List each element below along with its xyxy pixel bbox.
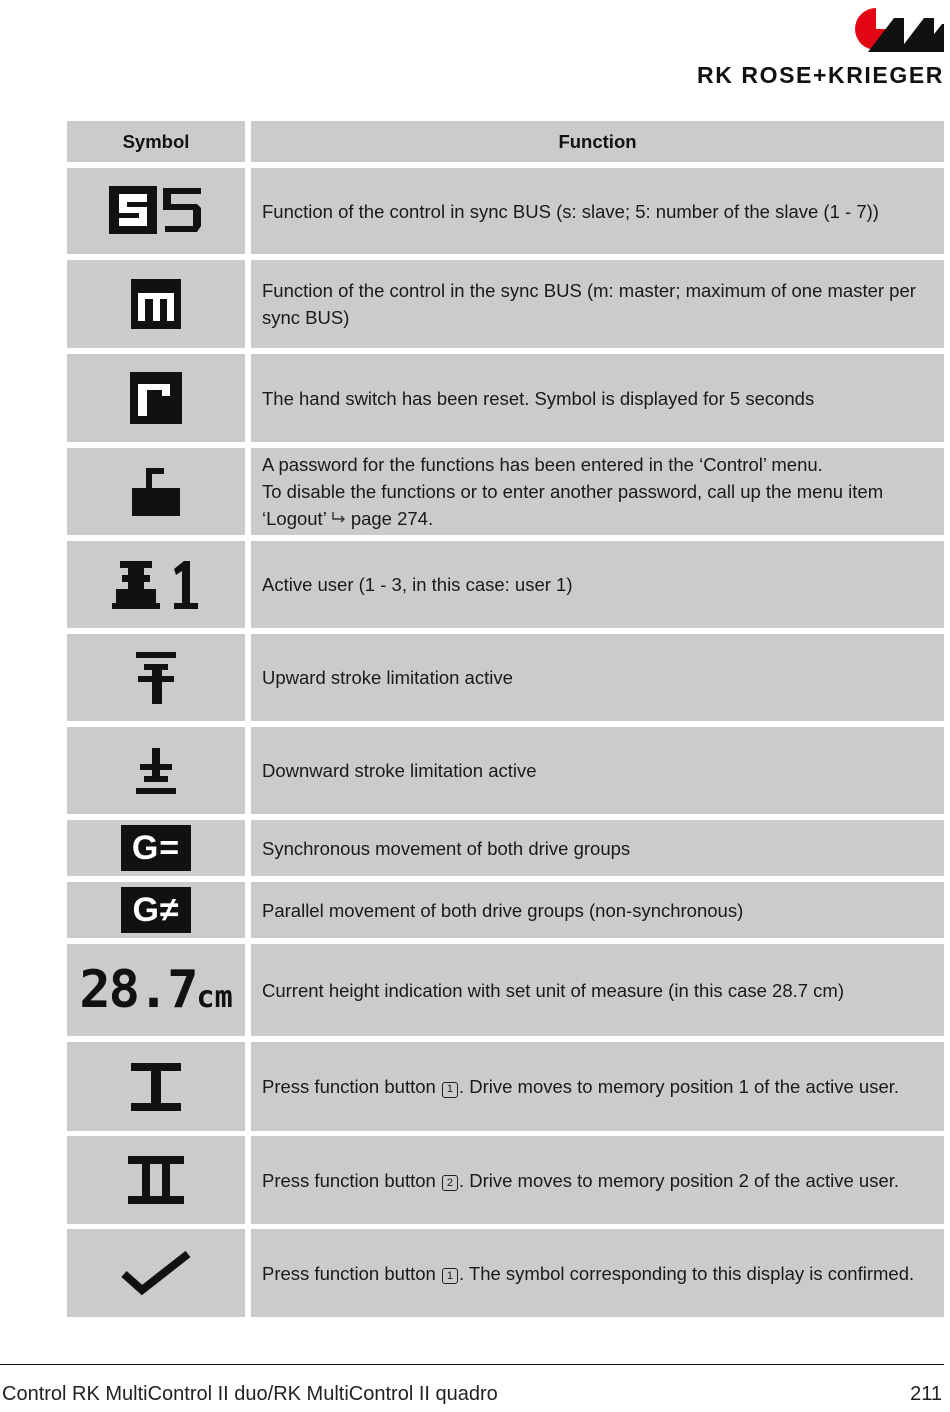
function-button-ref: 1	[442, 1082, 458, 1098]
table-row	[67, 944, 944, 1036]
s5-slave-icon	[109, 186, 203, 236]
function-text: The hand switch has been reset. Symbol is displayed for 5 seconds	[262, 387, 815, 409]
table-row	[67, 448, 944, 535]
g-not-equal-icon: G≠	[121, 887, 191, 933]
unlocked-lock-icon	[130, 466, 182, 518]
upward-limit-icon	[136, 652, 176, 704]
function-text: Synchronous movement of both drive groups	[262, 837, 631, 859]
function-text: Press function button	[262, 1076, 436, 1097]
table-row	[67, 882, 944, 938]
function-header: Function	[251, 121, 944, 162]
height-unit: cm	[196, 980, 233, 1015]
m-master-icon	[131, 279, 181, 329]
function-button-ref: 1	[442, 1268, 458, 1284]
function-text: . The symbol corresponding to this display is confirmed.	[458, 1262, 915, 1284]
page-number: 211	[910, 1383, 942, 1405]
function-text: A password for the functions has been entered in the ‘Control’ menu.	[262, 454, 823, 475]
g-equal-icon: G=	[121, 825, 191, 871]
table-row	[67, 727, 944, 814]
symbol-header: Symbol	[67, 121, 245, 162]
footer-divider	[0, 1364, 944, 1365]
table-row	[67, 820, 944, 876]
page-reference: page 274.	[350, 508, 434, 529]
function-text: . Drive moves to memory position 1 of the active user.	[458, 1076, 900, 1097]
table-row	[67, 260, 944, 348]
function-text: Downward stroke limitation active	[262, 760, 537, 781]
function-text: Parallel movement of both drive groups (non-synchronous)	[262, 899, 744, 921]
function-text: Upward stroke limitation active	[262, 667, 513, 688]
function-text: Function of the control in the sync BUS (m: master; maximum of one master per sync BUS)	[262, 280, 916, 328]
table-row	[67, 1136, 944, 1224]
function-button-ref: 2	[442, 1175, 458, 1191]
height-value: 28.7	[79, 960, 197, 1020]
memory-1-icon	[131, 1063, 181, 1111]
function-text: Function of the control in sync BUS (s: slave; 5: number of the slave (1 - 7))	[262, 200, 879, 222]
downward-limit-icon	[136, 748, 176, 794]
r-reset-icon	[130, 372, 182, 424]
rose-krieger-logo-icon	[854, 6, 944, 52]
function-text: . Drive moves to memory position 2 of the active user.	[458, 1169, 900, 1191]
table-row	[67, 354, 944, 442]
checkmark-icon	[120, 1250, 192, 1296]
table-header	[67, 121, 944, 162]
function-text: Press function button	[262, 1262, 436, 1284]
table-row	[67, 168, 944, 254]
function-text: To disable the functions or to enter another password, call up the menu item ‘Logout’	[262, 481, 884, 529]
user-1-icon	[112, 561, 200, 609]
function-text: Current height indication with set unit of measure (in this case 28.7 cm)	[262, 979, 845, 1001]
brand-name: RK ROSE+KRIEGER	[696, 62, 944, 88]
reference-arrow-icon	[331, 511, 347, 525]
table-row	[67, 541, 944, 628]
table-row	[67, 1042, 944, 1131]
function-text: Active user (1 - 3, in this case: user 1)	[262, 574, 573, 595]
function-text: Press function button	[262, 1169, 436, 1191]
memory-2-icon	[128, 1156, 184, 1204]
table-row	[67, 1229, 944, 1317]
height-display-icon	[79, 960, 232, 1020]
table-row	[67, 634, 944, 721]
footer-title: Control RK MultiControl II duo/RK MultiControl II quadro	[2, 1383, 498, 1405]
brand-logo	[668, 6, 944, 88]
